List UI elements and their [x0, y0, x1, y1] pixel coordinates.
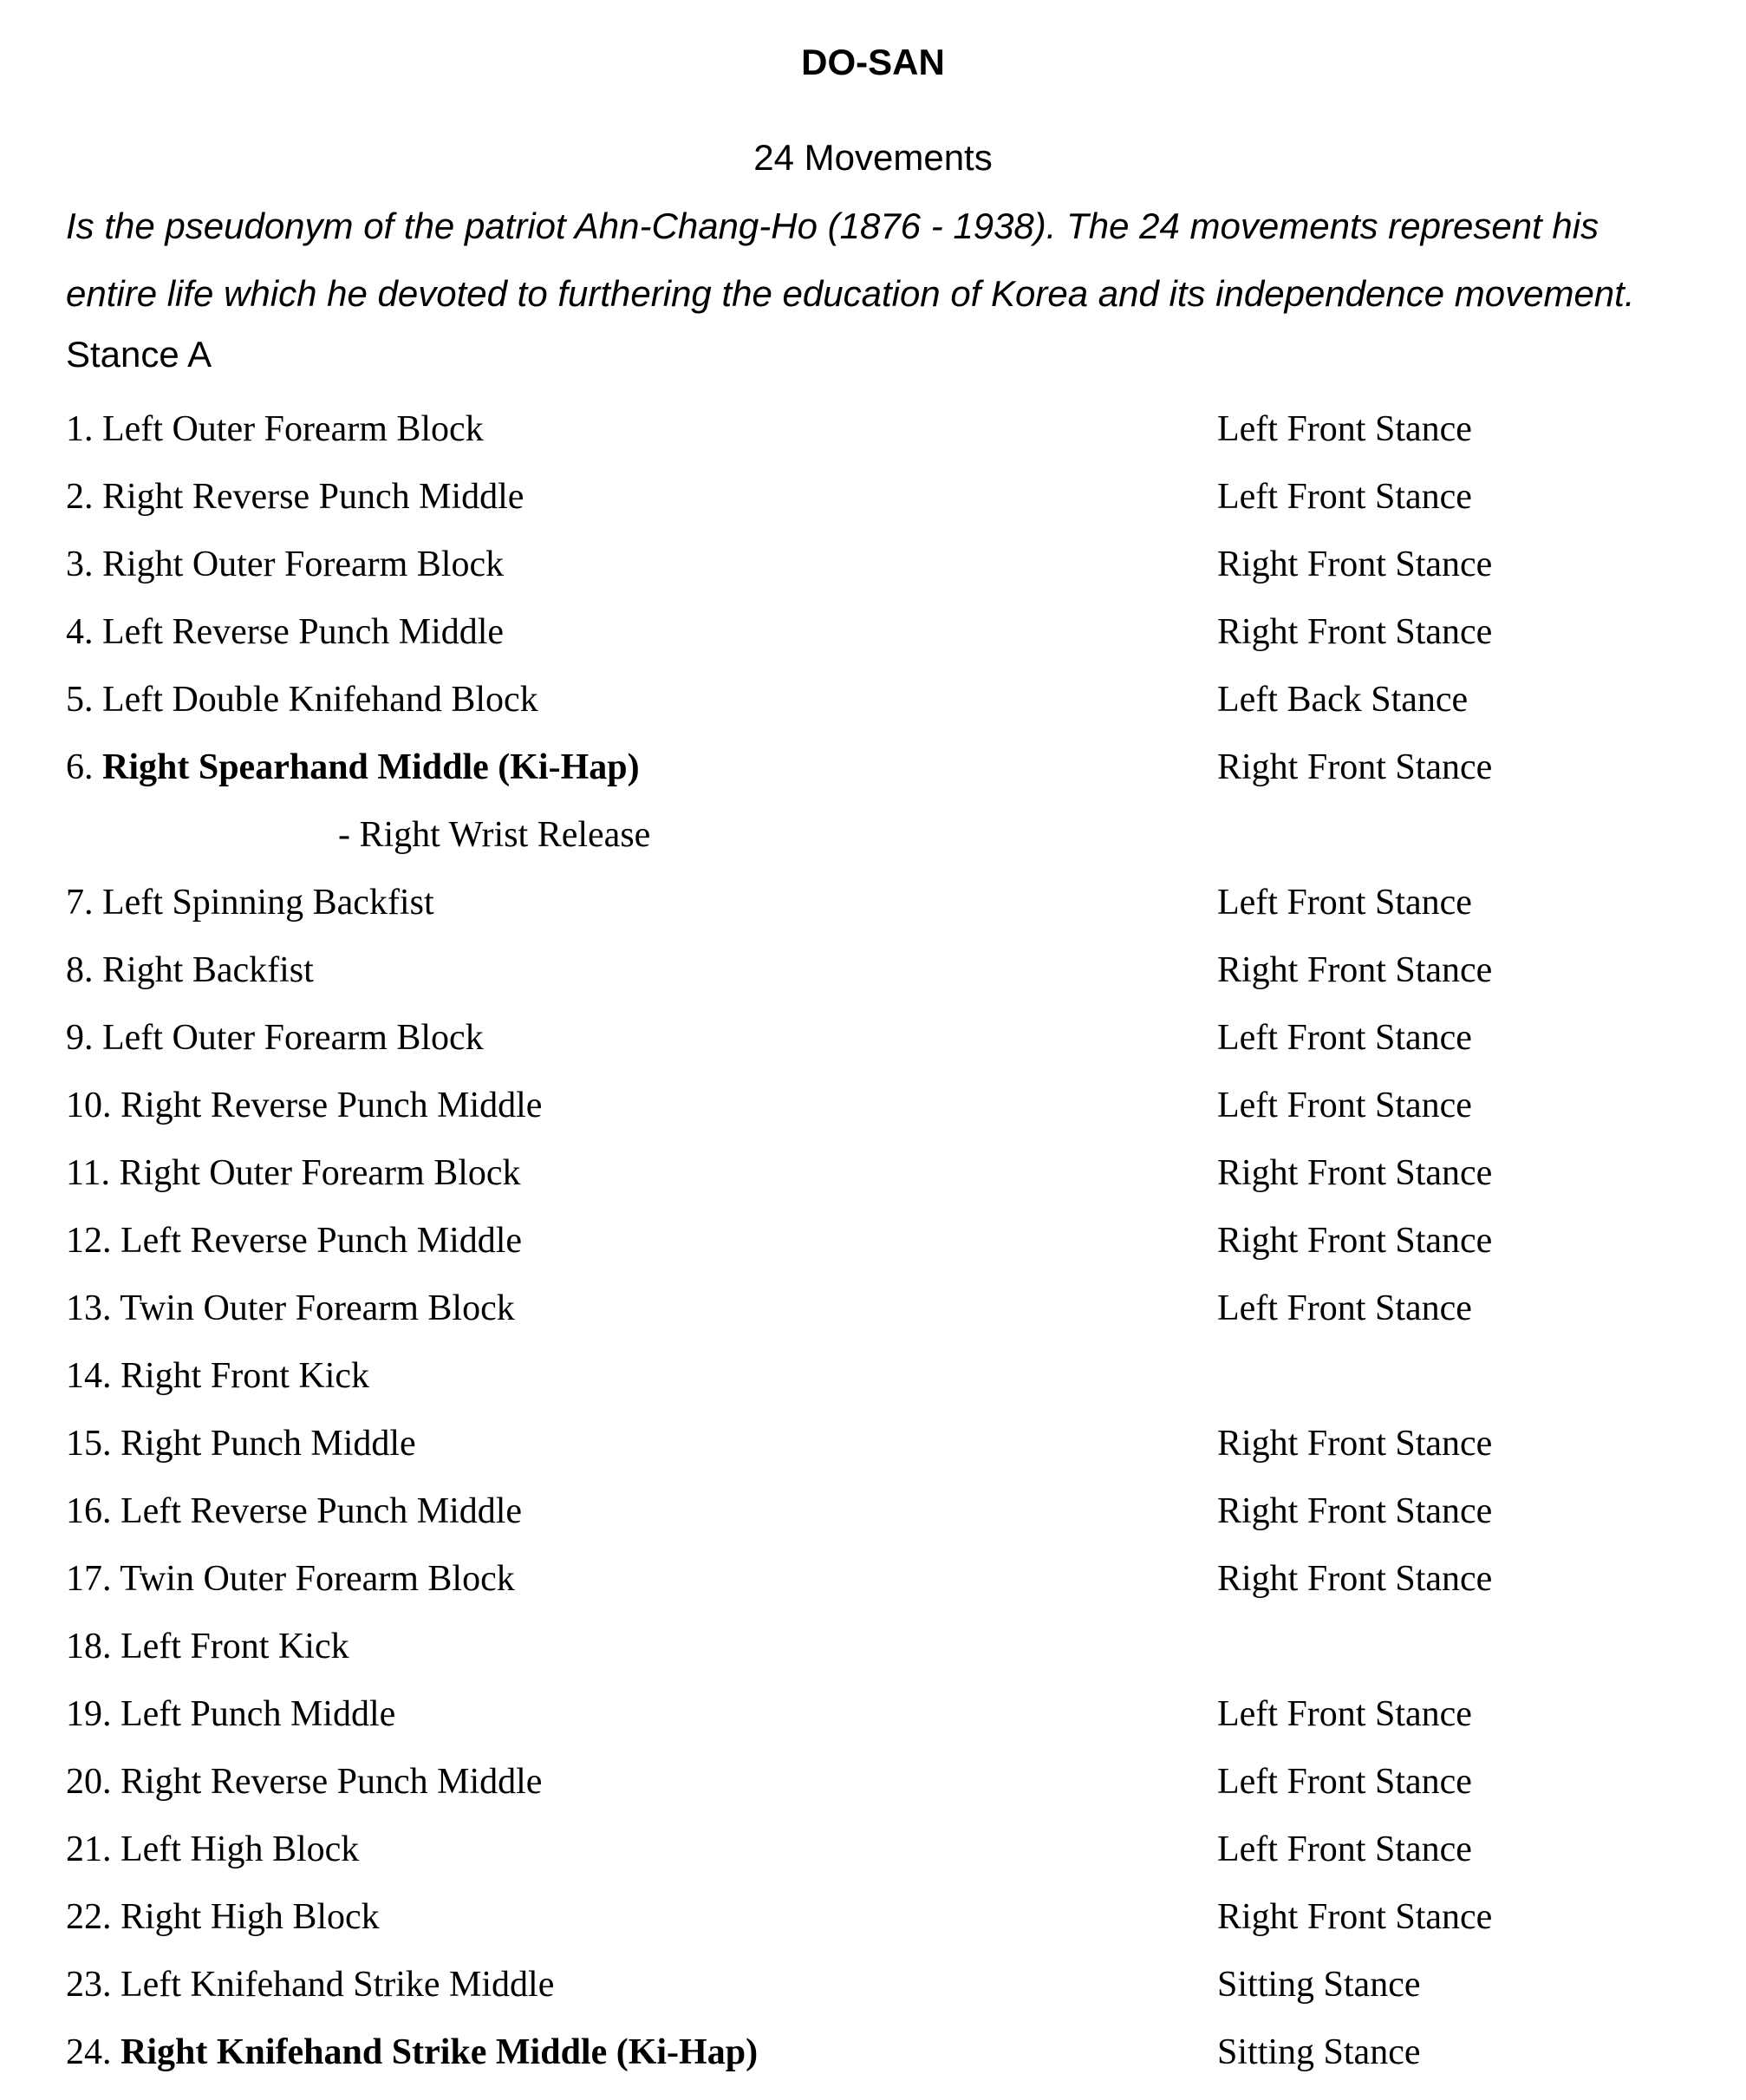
movement-text	[66, 1680, 395, 1748]
movement-text	[66, 1072, 542, 1139]
list-item	[0, 1139, 1746, 1207]
movement-number: 4.	[66, 612, 94, 652]
movement-technique: Left Punch Middle	[121, 1694, 396, 1734]
movement-number: 12.	[66, 1221, 112, 1261]
movement-technique: Right High Block	[121, 1897, 380, 1937]
list-item	[0, 1072, 1746, 1139]
movement-stance: Left Front Stance	[1217, 1288, 1472, 1328]
movement-text	[66, 1883, 380, 1951]
movement-number: 7.	[66, 883, 94, 923]
movement-stance: Right Front Stance	[1217, 1221, 1493, 1261]
movement-text	[66, 463, 524, 531]
movement-technique: Left Reverse Punch Middle	[121, 1221, 523, 1261]
movement-technique: Twin Outer Forearm Block	[120, 1559, 515, 1599]
movement-text	[66, 598, 504, 666]
movement-text	[66, 734, 640, 801]
movement-technique: Right Outer Forearm Block	[102, 545, 505, 584]
movement-text	[66, 1342, 369, 1410]
movement-stance: Left Front Stance	[1217, 1762, 1472, 1802]
list-item	[0, 1883, 1746, 1951]
movement-stance: Right Front Stance	[1217, 1424, 1493, 1464]
list-item	[0, 395, 1746, 463]
movement-stance: Right Front Stance	[1217, 1897, 1493, 1937]
movement-text	[66, 1477, 522, 1545]
movement-number: 21.	[66, 1829, 112, 1869]
section-label: Stance A	[66, 334, 212, 375]
list-item	[0, 1275, 1746, 1342]
list-item	[0, 1410, 1746, 1477]
list-item	[0, 666, 1746, 734]
movement-technique: Left Reverse Punch Middle	[121, 1491, 523, 1531]
list-item	[0, 531, 1746, 598]
movement-text	[66, 936, 314, 1004]
movement-number: 16.	[66, 1491, 112, 1531]
list-item	[0, 1951, 1746, 2018]
movement-text	[66, 869, 434, 936]
list-item	[0, 936, 1746, 1004]
movement-stance: Left Front Stance	[1217, 1018, 1472, 1058]
movement-text	[66, 1207, 522, 1275]
movement-stance: Right Front Stance	[1217, 1153, 1493, 1193]
movement-technique: Right Front Kick	[121, 1356, 370, 1396]
movement-stance: Left Front Stance	[1217, 409, 1472, 449]
movement-technique: Right Reverse Punch Middle	[102, 477, 524, 517]
movement-technique: Left Reverse Punch Middle	[102, 612, 505, 652]
description-line: entire life which he devoted to furthering the education of Korea and its independence movement.	[66, 273, 1635, 314]
list-item	[0, 734, 1746, 801]
movement-stance: Right Front Stance	[1217, 950, 1493, 990]
movement-technique: Left Front Kick	[121, 1627, 349, 1666]
movement-text	[66, 531, 504, 598]
movement-stance: Left Front Stance	[1217, 1829, 1472, 1869]
movement-stance: Right Front Stance	[1217, 545, 1493, 584]
movement-number: 11.	[66, 1153, 110, 1193]
movement-number: 20.	[66, 1762, 112, 1802]
movement-text	[66, 1613, 349, 1680]
movement-count: 24 Movements	[753, 137, 993, 178]
page-title: DO-SAN	[801, 42, 945, 82]
movement-technique: Left Double Knifehand Block	[102, 680, 538, 720]
movement-text	[66, 1748, 542, 1816]
list-item	[0, 1816, 1746, 1883]
movement-text	[66, 2018, 758, 2086]
movement-list	[0, 395, 1746, 2086]
movement-technique: Right Punch Middle	[121, 1424, 416, 1464]
movement-text	[66, 1816, 359, 1883]
movement-stance: Left Back Stance	[1217, 680, 1469, 720]
movement-text	[66, 1139, 521, 1207]
list-item	[0, 1680, 1746, 1748]
list-item	[0, 1477, 1746, 1545]
movement-technique: Left Outer Forearm Block	[102, 1018, 484, 1058]
movement-stance: Left Front Stance	[1217, 1694, 1472, 1734]
list-item	[0, 2018, 1746, 2086]
movement-text	[66, 1410, 416, 1477]
movement-number: 3.	[66, 545, 94, 584]
movement-number: 1.	[66, 409, 94, 449]
movement-number: 19.	[66, 1694, 112, 1734]
movement-text	[66, 1004, 484, 1072]
movement-stance: Right Front Stance	[1217, 1559, 1493, 1599]
movement-technique: Left High Block	[121, 1829, 360, 1869]
movement-number: 14.	[66, 1356, 112, 1396]
movement-number: 15.	[66, 1424, 112, 1464]
movement-stance: Right Front Stance	[1217, 747, 1493, 787]
movement-text	[66, 1951, 554, 2018]
movement-stance: Left Front Stance	[1217, 477, 1472, 517]
movement-stance: Right Front Stance	[1217, 612, 1493, 652]
movement-technique: Left Outer Forearm Block	[102, 409, 484, 449]
movement-text	[66, 666, 538, 734]
list-item	[0, 869, 1746, 936]
movement-technique: Right Spearhand Middle (Ki-Hap)	[102, 747, 640, 787]
description-line: Is the pseudonym of the patriot Ahn-Chang-Ho (1876 - 1938). The 24 movements represent his	[66, 205, 1599, 246]
movement-stance: Left Front Stance	[1217, 1086, 1472, 1125]
movement-technique: Right Knifehand Strike Middle (Ki-Hap)	[121, 2032, 759, 2072]
movement-number: 24.	[66, 2032, 112, 2072]
movement-number: 13.	[66, 1288, 112, 1328]
movement-technique: Left Knifehand Strike Middle	[121, 1965, 555, 2005]
movement-stance: Sitting Stance	[1217, 1965, 1421, 2005]
description	[66, 192, 1746, 328]
movement-technique: Right Reverse Punch Middle	[121, 1762, 543, 1802]
list-item	[0, 1207, 1746, 1275]
movement-text	[66, 395, 484, 463]
movement-number: 2.	[66, 477, 94, 517]
movement-number: 5.	[66, 680, 94, 720]
movement-number: 17.	[66, 1559, 112, 1599]
movement-text	[66, 1545, 515, 1613]
movement-number: 9.	[66, 1018, 94, 1058]
list-item	[0, 1342, 1746, 1410]
movement-technique: Right Backfist	[102, 950, 314, 990]
movement-technique: Twin Outer Forearm Block	[120, 1288, 515, 1328]
list-item	[0, 1545, 1746, 1613]
movement-stance: Sitting Stance	[1217, 2032, 1421, 2072]
movement-stance: Left Front Stance	[1217, 883, 1472, 923]
movement-sub-technique: - Right Wrist Release	[338, 815, 651, 855]
list-item	[0, 1748, 1746, 1816]
movement-text	[66, 1275, 515, 1342]
list-item	[0, 1004, 1746, 1072]
movement-technique: Left Spinning Backfist	[102, 883, 434, 923]
movement-number: 18.	[66, 1627, 112, 1666]
list-item	[0, 1613, 1746, 1680]
movement-number: 8.	[66, 950, 94, 990]
movement-number: 10.	[66, 1086, 112, 1125]
list-item	[0, 463, 1746, 531]
movement-technique: Right Reverse Punch Middle	[121, 1086, 543, 1125]
list-item	[0, 598, 1746, 666]
movement-number: 22.	[66, 1897, 112, 1937]
movement-technique: Right Outer Forearm Block	[119, 1153, 521, 1193]
movement-number: 23.	[66, 1965, 112, 2005]
movement-number: 6.	[66, 747, 94, 787]
list-item	[0, 801, 1746, 869]
movement-stance: Right Front Stance	[1217, 1491, 1493, 1531]
